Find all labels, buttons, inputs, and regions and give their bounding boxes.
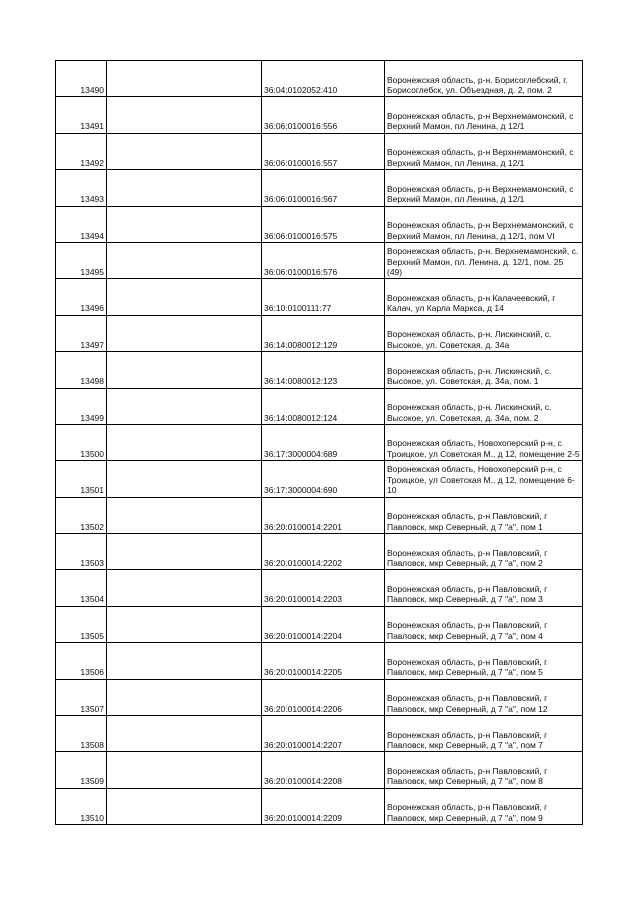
table-row [56,716,583,752]
row-number: 13507 [56,679,107,715]
address-cell: Воронежская область, р-н Верхнемамонский, с Верхний Мамон, пл Ленина, д 12/1, пом VI [385,206,583,242]
cadastral-number: 36:06:0100016:557 [262,133,385,169]
empty-cell [107,279,262,315]
row-number: 13494 [56,206,107,242]
empty-cell [107,388,262,424]
table-row [56,643,583,679]
address-cell: Воронежская область, Новохоперский р-н, с Троицкое, ул Советская М., д 12, помещение 2-5 [385,424,583,460]
row-number: 13493 [56,170,107,206]
address-cell: Воронежская область, р-н. Верхнемамонский, с. Верхний Мамон, пл. Ленина, д. 12/1, пом. 25 (49) [385,242,583,278]
table-row [56,242,583,278]
empty-cell [107,424,262,460]
cadastral-number: 36:14:0080012:129 [262,315,385,351]
address-cell: Воронежская область, р-н Павловский, г Павловск, мкр Северный, д 7 "а", пом 5 [385,643,583,679]
row-number: 13492 [56,133,107,169]
row-number: 13499 [56,388,107,424]
address-cell: Воронежская область, р-н Верхнемамонский, с Верхний Мамон, пл Ленина, д 12/1 [385,170,583,206]
table-row [56,461,583,497]
address-cell: Воронежская область, р-н. Лискинский, с. Высокое, ул. Советская, д. 34а [385,315,583,351]
address-cell: Воронежская область, р-н Павловский, г Павловск, мкр Северный, д 7 "а", пом 2 [385,534,583,570]
address-cell: Воронежская область, р-н Павловский, г Павловск, мкр Северный, д 7 "а", пом 1 [385,497,583,533]
table-row [56,97,583,133]
cadastral-number: 36:20:0100014:2207 [262,716,385,752]
table-row [56,788,583,824]
empty-cell [107,679,262,715]
row-number: 13506 [56,643,107,679]
cadastral-number: 36:20:0100014:2201 [262,497,385,533]
cadastral-number: 36:20:0100014:2202 [262,534,385,570]
row-number: 13509 [56,752,107,788]
table-row [56,534,583,570]
address-cell: Воронежская область, р-н Павловский, г Павловск, мкр Северный, д 7 "а", пом 8 [385,752,583,788]
row-number: 13503 [56,534,107,570]
cadastral-number: 36:10:0100111:77 [262,279,385,315]
empty-cell [107,242,262,278]
address-cell: Воронежская область, р-н Павловский, г Павловск, мкр Северный, д 7 "а", пом 7 [385,716,583,752]
cadastral-number: 36:20:0100014:2208 [262,752,385,788]
table-row [56,279,583,315]
empty-cell [107,606,262,642]
row-number: 13508 [56,716,107,752]
row-number: 13502 [56,497,107,533]
row-number: 13505 [56,606,107,642]
address-cell: Воронежская область, р-н. Лискинский, с. Высокое, ул. Советская, д. 34а, пом. 2 [385,388,583,424]
table-row [56,606,583,642]
empty-cell [107,788,262,824]
registry-table [55,60,583,825]
table-row [56,206,583,242]
row-number: 13498 [56,352,107,388]
address-cell: Воронежская область, р-н Верхнемамонский, с Верхний Мамон, пл Ленина, д 12/1 [385,97,583,133]
row-number: 13510 [56,788,107,824]
empty-cell [107,461,262,497]
empty-cell [107,61,262,97]
address-cell: Воронежская область, р-н Павловский, г Павловск, мкр Северный, д 7 "а", пом 12 [385,679,583,715]
table-row [56,388,583,424]
cadastral-number: 36:14:0080012:124 [262,388,385,424]
table-row [56,315,583,351]
address-cell: Воронежская область, р-н Верхнемамонский, с Верхний Мамон, пл Ленина, д 12/1 [385,133,583,169]
cadastral-number: 36:14:0080012:123 [262,352,385,388]
address-cell: Воронежская область, р-н Павловский, г Павловск, мкр Северный, д 7 "а", пом 9 [385,788,583,824]
address-cell: Воронежская область, р-н Павловский, г Павловск, мкр Северный, д 7 "а", пом 4 [385,606,583,642]
cadastral-number: 36:20:0100014:2203 [262,570,385,606]
cadastral-number: 36:17:3000004:690 [262,461,385,497]
cadastral-number: 36:20:0100014:2206 [262,679,385,715]
registry-table-body [56,61,583,825]
row-number: 13501 [56,461,107,497]
row-number: 13500 [56,424,107,460]
row-number: 13495 [56,242,107,278]
table-row [56,61,583,97]
cadastral-number: 36:04:0102052:410 [262,61,385,97]
empty-cell [107,716,262,752]
empty-cell [107,97,262,133]
table-row [56,679,583,715]
address-cell: Воронежская область, р-н. Лискинский, с. Высокое, ул. Советская, д. 34а, пом. 1 [385,352,583,388]
empty-cell [107,752,262,788]
empty-cell [107,315,262,351]
row-number: 13496 [56,279,107,315]
address-cell: Воронежская область, Новохоперский р-н, с Троицкое, ул Советская М., д 12, помещение 6-10 [385,461,583,497]
row-number: 13504 [56,570,107,606]
row-number: 13491 [56,97,107,133]
row-number: 13490 [56,61,107,97]
table-row [56,133,583,169]
cadastral-number: 36:06:0100016:567 [262,170,385,206]
cadastral-number: 36:17:3000004:689 [262,424,385,460]
empty-cell [107,643,262,679]
empty-cell [107,534,262,570]
empty-cell [107,133,262,169]
address-cell: Воронежская область, р-н Калачеевский, г Калач, ул Карла Маркса, д 14 [385,279,583,315]
empty-cell [107,352,262,388]
table-row [56,497,583,533]
cadastral-number: 36:20:0100014:2204 [262,606,385,642]
cadastral-number: 36:06:0100016:575 [262,206,385,242]
row-number: 13497 [56,315,107,351]
empty-cell [107,497,262,533]
table-row [56,752,583,788]
address-cell: Воронежская область, р-н. Борисоглебский, г. Борисоглебск, ул. Объездная, д. 2, пом. 2 [385,61,583,97]
cadastral-number: 36:06:0100016:576 [262,242,385,278]
table-row [56,424,583,460]
empty-cell [107,170,262,206]
address-cell: Воронежская область, р-н Павловский, г Павловск, мкр Северный, д 7 "а", пом 3 [385,570,583,606]
cadastral-number: 36:06:0100016:556 [262,97,385,133]
empty-cell [107,570,262,606]
table-row [56,352,583,388]
cadastral-number: 36:20:0100014:2209 [262,788,385,824]
table-row [56,170,583,206]
empty-cell [107,206,262,242]
table-row [56,570,583,606]
cadastral-number: 36:20:0100014:2205 [262,643,385,679]
